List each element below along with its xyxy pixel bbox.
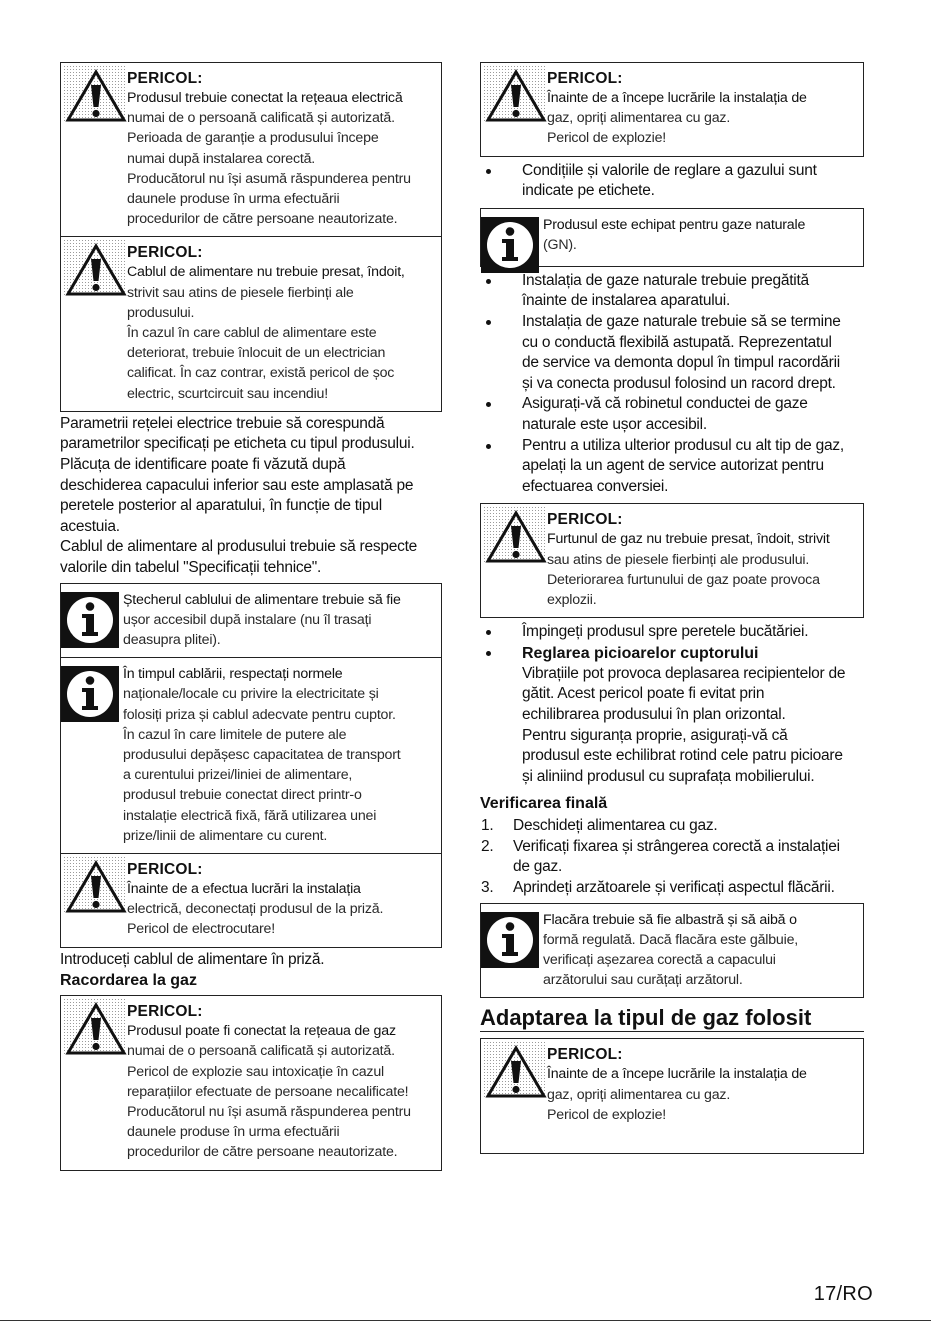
box-text-line: (GN). — [543, 237, 577, 253]
info-icon — [481, 217, 539, 273]
box-text-line: procedurilor de către persoane neautorizate. — [127, 211, 398, 228]
list-item-line: de service va demonta dopul în timpul racordării — [522, 354, 840, 372]
danger-box-gas-hose — [480, 503, 864, 618]
step-line: Aprindeți arzătoarele și verificați aspectul flăcării. — [513, 879, 835, 897]
box-text-line: Deteriorarea furtunului de gaz poate provoca — [547, 571, 820, 588]
info-box-flame — [480, 903, 864, 999]
box-text-line: verificați așezarea corectă a capacului — [543, 952, 776, 969]
box-text-line: electric, scurtcircuit sau incendiu! — [127, 385, 328, 402]
warning-triangle-icon — [63, 65, 125, 123]
warning-triangle-icon — [483, 1041, 545, 1099]
box-text-line: numai după instalarea corectă. — [127, 150, 316, 167]
step-number: 1. — [481, 817, 494, 835]
paragraph-line: și aliniind produsul cu suprafața mobilierului. — [522, 767, 815, 785]
list-item-line: Instalația de gaze naturale trebuie să se termine — [522, 312, 841, 330]
box-text-line: deteriorat, trebuie înlocuit de un electrician — [127, 345, 386, 362]
danger-box-gas-qualified — [60, 995, 442, 1170]
box-text-line: În cazul în care limitele de putere ale — [123, 726, 347, 743]
list-item — [480, 622, 864, 643]
box-text-line: daunele produse în urma efectuării — [127, 1124, 340, 1141]
step-number: 3. — [481, 879, 494, 897]
step-line: Verificați fixarea și strângerea corectă a instalației — [513, 837, 840, 855]
danger-box-power-cable — [60, 237, 442, 411]
box-text-line: prize/linii de alimentare cu curent. — [123, 827, 328, 844]
plug-in-instruction: Introduceți cablul de alimentare în priză. — [60, 950, 325, 968]
box-text-line: Flacăra trebuie să fie albastră și să aibă o — [543, 911, 797, 928]
danger-title: PERICOL: — [127, 861, 203, 879]
box-text-line: ușor accesibil după instalare (nu îl trasați — [123, 611, 372, 628]
paragraph-line: peretele posterior al aparatului, în funcție de tipul — [60, 497, 382, 515]
paragraph-line: parametrilor specificați pe eticheta cu tipul produsului. — [60, 435, 415, 453]
paragraph-line: Pentru siguranța proprie, asigurați-vă că — [522, 726, 788, 744]
box-text-line: Pericol de electrocutare! — [127, 921, 275, 938]
box-text-line: gaz, opriți alimentarea cu gaz. — [547, 1086, 731, 1103]
danger-title: PERICOL: — [547, 1046, 623, 1064]
box-text-line: gaz, opriți alimentarea cu gaz. — [547, 110, 731, 127]
box-text-line: numai de o persoană calificată și autorizată. — [127, 1043, 395, 1060]
info-icon — [61, 666, 119, 722]
paragraph-line: valorile din tabelul "Specificații tehnice". — [60, 559, 322, 576]
box-text-line: Producătorul nu își asumă răspunderea pentru — [127, 1104, 411, 1121]
mains-parameters-paragraph — [60, 414, 442, 579]
gas-conditions-list — [480, 161, 864, 202]
paragraph-line: echilibrarea produsului în plan orizontal. — [522, 705, 786, 723]
list-item-line: naturale este ușor accesibil. — [522, 415, 707, 433]
step-item — [480, 837, 864, 878]
list-item-line: Asigurați-vă că robinetul conductei de gaze — [522, 395, 808, 413]
push-product-text: Împingeți produsul spre peretele bucătăriei. — [522, 623, 809, 641]
list-item-line: Instalația de gaze naturale trebuie pregătită — [522, 271, 809, 289]
box-text-line: electrică, deconectați produsul de la priză. — [127, 901, 384, 918]
box-text-line: reparațiilor efectuate de persoane necalificate! — [127, 1083, 409, 1100]
gas-connection-heading: Racordarea la gaz — [60, 972, 197, 990]
paragraph-line: produsul este echilibrat rotind cele patru picioare — [522, 747, 843, 765]
box-text-line: Furtunul de gaz nu trebuie presat, îndoit, strivit — [547, 531, 830, 548]
box-text-line: procedurilor de către persoane neautorizate. — [127, 1144, 398, 1161]
box-text-line: naționale/locale cu privire la electricitate și — [123, 686, 379, 703]
list-item — [480, 436, 864, 498]
box-text-line: numai de o persoană calificată și autorizată. — [127, 110, 395, 127]
step-item — [480, 878, 864, 899]
bottom-rule — [0, 1320, 931, 1321]
list-item — [480, 161, 864, 202]
paragraph-line: Parametrii rețelei electrice trebuie să corespundă — [60, 414, 385, 432]
danger-box-gas-shutoff-2 — [480, 1038, 864, 1154]
box-text-line: Producătorul nu își asumă răspunderea pentru — [127, 170, 411, 187]
box-text-line: Produsul trebuie conectat la rețeaua electrică — [127, 90, 403, 106]
box-text-line: În timpul cablării, respectați normele — [123, 666, 343, 683]
info-icon — [481, 912, 539, 968]
box-text-line: Ștecherul cablului de alimentare trebuie să fie — [123, 591, 401, 608]
paragraph-line: acestuia. — [60, 517, 120, 535]
warning-triangle-icon — [483, 65, 545, 123]
page-number: 17/RO — [813, 1283, 873, 1305]
list-item-line: înainte de instalarea aparatului. — [522, 292, 731, 310]
box-text-line: Pericol de explozie! — [547, 1106, 667, 1123]
box-text-line: Înainte de a începe lucrările la instalația de — [547, 90, 807, 106]
paragraph-line: Cablul de alimentare al produsului trebuie să respecte — [60, 538, 417, 556]
paragraph-line: Vibrațiile pot provoca deplasarea recipientelor de — [522, 664, 846, 682]
list-item-line: cu o conductă flexibilă astupată. Reprezentatul — [522, 333, 832, 351]
box-text-line: Înainte de a efectua lucrări la instalația — [127, 881, 361, 898]
box-text-line: a curentului prizei/liniei de alimentare, — [123, 767, 353, 784]
box-text-line: În cazul în care cablul de alimentare este — [127, 325, 377, 342]
paragraph-line: deschiderea capacului inferior sau este amplasată pe — [60, 476, 414, 494]
info-box-plug-accessible — [60, 583, 442, 659]
paragraph-line: Plăcuța de identificare poate fi văzută după — [60, 456, 346, 474]
info-box-natural-gas — [480, 208, 864, 267]
danger-box-gas-shutoff — [480, 62, 864, 157]
box-text-line: Produsul poate fi conectat la rețeaua de gaz — [127, 1023, 396, 1040]
list-item-line: apelați la un agent de service autorizat pentru — [522, 457, 824, 475]
warning-triangle-icon — [483, 506, 545, 564]
gas-adaptation-heading: Adaptarea la tipul de gaz folosit — [480, 1005, 812, 1031]
box-text-line: formă regulată. Dacă flacăra este gălbuie, — [543, 931, 799, 948]
list-item — [480, 394, 864, 435]
box-text-line: Produsul este echipat pentru gaze naturale — [543, 216, 806, 233]
step-line: Deschideți alimentarea cu gaz. — [513, 817, 718, 835]
box-text-line: instalație electrică fixă, fără utilizarea unei — [123, 807, 377, 824]
step-item — [480, 816, 864, 837]
box-text-line: calificat. În caz contrar, există pericol de șoc — [127, 365, 395, 382]
danger-title: PERICOL: — [127, 1003, 203, 1021]
box-text-line: arzătorului sau curățați arzătorul. — [543, 972, 743, 989]
box-text-line: Înainte de a începe lucrările la instalația de — [547, 1066, 807, 1083]
warning-triangle-icon — [63, 856, 125, 914]
box-text-line: Pericol de explozie sau intoxicație în cazul — [127, 1063, 384, 1080]
final-check-heading: Verificarea finală — [480, 795, 608, 813]
list-item-line: efectuarea conversiei. — [522, 477, 669, 495]
left-column — [60, 62, 442, 1171]
box-text-line: Pericol de explozie! — [547, 130, 667, 147]
final-check-steps — [480, 816, 864, 898]
box-text-line: explozii. — [547, 591, 597, 608]
danger-title: PERICOL: — [127, 70, 203, 87]
danger-title: PERICOL: — [547, 70, 623, 87]
oven-placement-list — [480, 622, 864, 787]
list-item-line: Condițiile și valorile de reglare a gazului sunt — [522, 161, 817, 179]
list-item-line: Pentru a utiliza ulterior produsul cu alt tip de gaz, — [522, 436, 844, 454]
danger-title: PERICOL: — [127, 244, 203, 262]
danger-box-electrical-connection — [60, 62, 442, 237]
box-text-line: produsul trebuie conectat direct printr-o — [123, 787, 362, 804]
box-text-line: Perioada de garanție a produsului începe — [127, 130, 379, 147]
box-text-line: deasupra plitei). — [123, 632, 221, 648]
box-text-line: folosiți priza și cablul adecvate pentru cuptor. — [123, 706, 396, 723]
danger-box-electrocution — [60, 854, 442, 948]
list-item — [480, 271, 864, 312]
adjust-feet-heading: Reglarea picioarelor cuptorului — [522, 644, 759, 662]
step-line: de gaz. — [513, 858, 563, 876]
box-text-line: produsului. — [127, 304, 195, 321]
list-item-line: indicate pe etichete. — [522, 182, 655, 200]
danger-title: PERICOL: — [547, 511, 623, 529]
list-item-line: și va conecta produsul folosind un racord drept. — [522, 374, 836, 392]
right-column — [480, 62, 864, 1154]
box-text-line: daunele produse în urma efectuării — [127, 191, 340, 208]
warning-triangle-icon — [63, 998, 125, 1056]
list-item — [480, 643, 864, 788]
list-item — [480, 312, 864, 394]
box-text-line: strivit sau atins de piesele fierbinți ale — [127, 284, 354, 301]
box-text-line: Cablul de alimentare nu trebuie presat, îndoit, — [127, 264, 405, 281]
step-number: 2. — [481, 837, 494, 855]
info-icon — [61, 592, 119, 648]
paragraph-line: gătit. Acest pericol poate fi evitat prin — [522, 685, 765, 703]
box-text-line: sau atins de piesele fierbinți ale produsului. — [547, 551, 810, 568]
box-text-line: produsului depășesc capacitatea de transport — [123, 747, 401, 764]
warning-triangle-icon — [63, 239, 125, 297]
info-box-wiring-rules — [60, 658, 442, 854]
gas-installation-list — [480, 271, 864, 498]
